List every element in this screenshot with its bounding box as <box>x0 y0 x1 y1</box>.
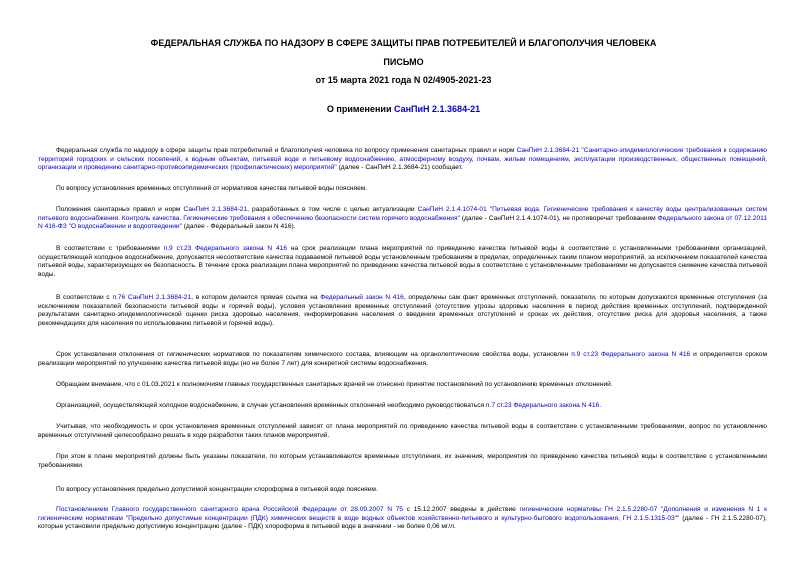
p6-link-law-article[interactable]: п.9 ст.23 Федерального закона N 416 <box>571 351 691 358</box>
p5-text-2: , в котором делается прямая ссылка на <box>191 294 321 301</box>
paragraph-7: Обращаем внимание, что с 01.03.2021 к полномочиям главных государственных санитарных врачей не отнесено принятие постановлений по установлению временных отклонений. <box>56 381 613 388</box>
p5-link-sanpin-clause[interactable]: п.76 СанПиН 2.1.3684-21 <box>112 294 192 301</box>
p3-text-1: Положения санитарных правил и норм <box>56 206 184 213</box>
agency-title: ФЕДЕРАЛЬНАЯ СЛУЖБА ПО НАДЗОРУ В СФЕРЕ ЗАЩИТЫ ПРАВ ПОТРЕБИТЕЛЕЙ И БЛАГОПОЛУЧИЯ ЧЕЛОВЕКА <box>150 38 657 48</box>
p1-text-2: (далее - СанПиН 2.1.3684-21) сообщает. <box>336 164 463 172</box>
paragraph-3 <box>38 206 767 232</box>
paragraph-12 <box>38 506 767 532</box>
p3-text-3: (далее - СанПиН 2.1.4.1074-01), не противоречат требованиям <box>459 214 658 222</box>
paragraph-11: По вопросу установления предельно допустимой концентрации хлороформа в питьевой воде поясняем. <box>56 486 378 493</box>
p1-text-1: Федеральная служба по надзору в сфере защиты прав потребителей и благополучия человека по вопросу применения санитарных правил и норм <box>56 147 517 154</box>
document-subject <box>0 104 807 115</box>
paragraph-6 <box>38 351 767 368</box>
paragraph-8 <box>38 402 767 411</box>
p5-text-3: , определены сам факт временных отступлений, показатели, по которым допускаются временные отступления (за исключением показателей безопасности питьевой воды и горячей воды), условия установления временных отступлений (отсутствие угрозы здоровью населения в период действия временных отступлений, подтвержденной результатами санитарно-эпидемиологической оценки риска здоровью населения, информирование населения о введении временных отступлений и сроках их действия, отсутствие риска для здоровья населения, а также рекомендациях для населения по использованию питьевой и горячей воды). <box>38 294 767 327</box>
p5-link-federal-law[interactable]: Федеральный закон N 416 <box>320 294 404 301</box>
p3-link-sanpin-3684[interactable]: СанПиН 2.1.3684-21 <box>183 206 248 213</box>
p3-link-federal-law[interactable]: Федерального закона от 07.12.2011 N 416-ФЗ "О водоснабжении и водоотведении" <box>38 214 767 231</box>
p8-link-law-article[interactable]: п.7 ст.23 Федерального закона N 416 <box>485 402 600 409</box>
paragraph-1 <box>38 147 767 173</box>
subject-prefix: О применении <box>326 104 394 114</box>
p4-text-2: на срок реализации плана мероприятий по приведению качества питьевой воды в соответствие с установленными требованиями организацией, осуществляющей холодное водоснабжение, допускается несоответствие качества подаваемой питьевой воды установленным требованиям в пределах, определенных таким планом мероприятий, за исключением показателей качества питьевой воды, характеризующих ее безопасность. В течение срока реализации плана мероприятий по приведению качества питьевой воды в соответствие с установленными требованиями не допускается снижение качества питьевой воды. <box>38 245 767 278</box>
p3-text-2: , разработанных в том числе с целью актуализации <box>247 206 418 213</box>
subject-link-sanpin[interactable]: СанПиН 2.1.3684-21 <box>393 104 481 114</box>
paragraph-4 <box>38 245 767 279</box>
p8-text-1: Организацией, осуществляющей холодное водоснабжение, в случае установления временных отклонений необходимо руководствоваться <box>56 402 486 409</box>
document-type: ПИСЬМО <box>383 57 424 67</box>
p4-text-1: В соответствии с требованиями <box>56 245 164 252</box>
p1-link-sanpin[interactable]: СанПиН 2.1.3684-21 "Санитарно-эпидемиологические требования к содержанию территорий городских и сельских поселений, к водным объектам, питьевой воде и питьевому водоснабжению, атмосферному воздуху, почвам, жилым помещениям, эксплуатации производственных, общественных помещений, организации и проведению санитарно-противоэпидемических (профилактических) мероприятий" <box>38 147 768 172</box>
p3-link-sanpin-1074[interactable]: СанПиН 2.1.4.1074-01 "Питьевая вода. Гигиенические требования к качеству воды централизованных систем питьевого водоснабжения. Контроль качества. Гигиенические требования к обеспечению безопасности систем горячего водоснабжения" <box>38 206 768 222</box>
paragraph-5 <box>38 294 767 328</box>
paragraph-2: По вопросу установления временных отступлений от нормативов качества питьевой воды поясняем. <box>56 185 368 192</box>
paragraph-9: Учитывая, что необходимость и срок установления временных отступлений зависят от плана мероприятий по приведению качества питьевой воды в соответствие с установленными требованиями, вопрос по установлению временных отступлений целесообразно решать в ходе разработки таких планов мероприятий. <box>38 423 767 439</box>
paragraph-10: При этом в плане мероприятий должны быть указаны показатели, по которым устанавливаются временные отступления, их значения, мероприятия по приведению качества питьевой воды в соответствие с установленными требованиями. <box>38 453 767 469</box>
p4-link-law-article[interactable]: п.9 ст.23 Федерального закона N 416 <box>163 245 287 252</box>
p3-text-4: (далее - Федеральный закон N 416). <box>181 223 296 231</box>
p12-text-2: (далее - ГН 2.1.5.2280-07), которые установили предельно допустимую концентрацию (далее - ПДК) хлороформа в питьевой воде в значении - не более 0,06 мг/л. <box>38 514 767 531</box>
document-date-number: от 15 марта 2021 года N 02/4905-2021-23 <box>315 75 492 85</box>
p6-text-2: и определяется сроком реализации мероприятий по улучшению качества питьевой воды (но не более 7 лет) для конкретной системы водоснабжения. <box>38 351 767 367</box>
p12-link-hygienic-norms[interactable]: гигиенические нормативы ГН 2.1.5.2280-07 "Дополнения и изменения N 1 к гигиеническим нормативам "Предельно допустимые концентрации (ПДК) химических веществ в воде водных объектов хозяйственно-питьевого и культурно-бытового водопользования, ГН 2.1.5.1315-03"" <box>38 506 768 522</box>
p5-text-1: В соответствии с <box>56 294 113 301</box>
p6-text-1: Срок установления отклонения от гигиенических нормативов по показателям химического состава, влияющим на органолептические свойства воды, установлен <box>56 351 572 358</box>
p12-link-resolution[interactable]: Постановлением Главного государственного санитарного врача Российской Федерации от 28.09.2007 N 75 <box>56 506 403 513</box>
p12-text-1: с 15.12.2007 введены в действие <box>402 506 520 513</box>
p8-text-2: . <box>599 402 602 409</box>
